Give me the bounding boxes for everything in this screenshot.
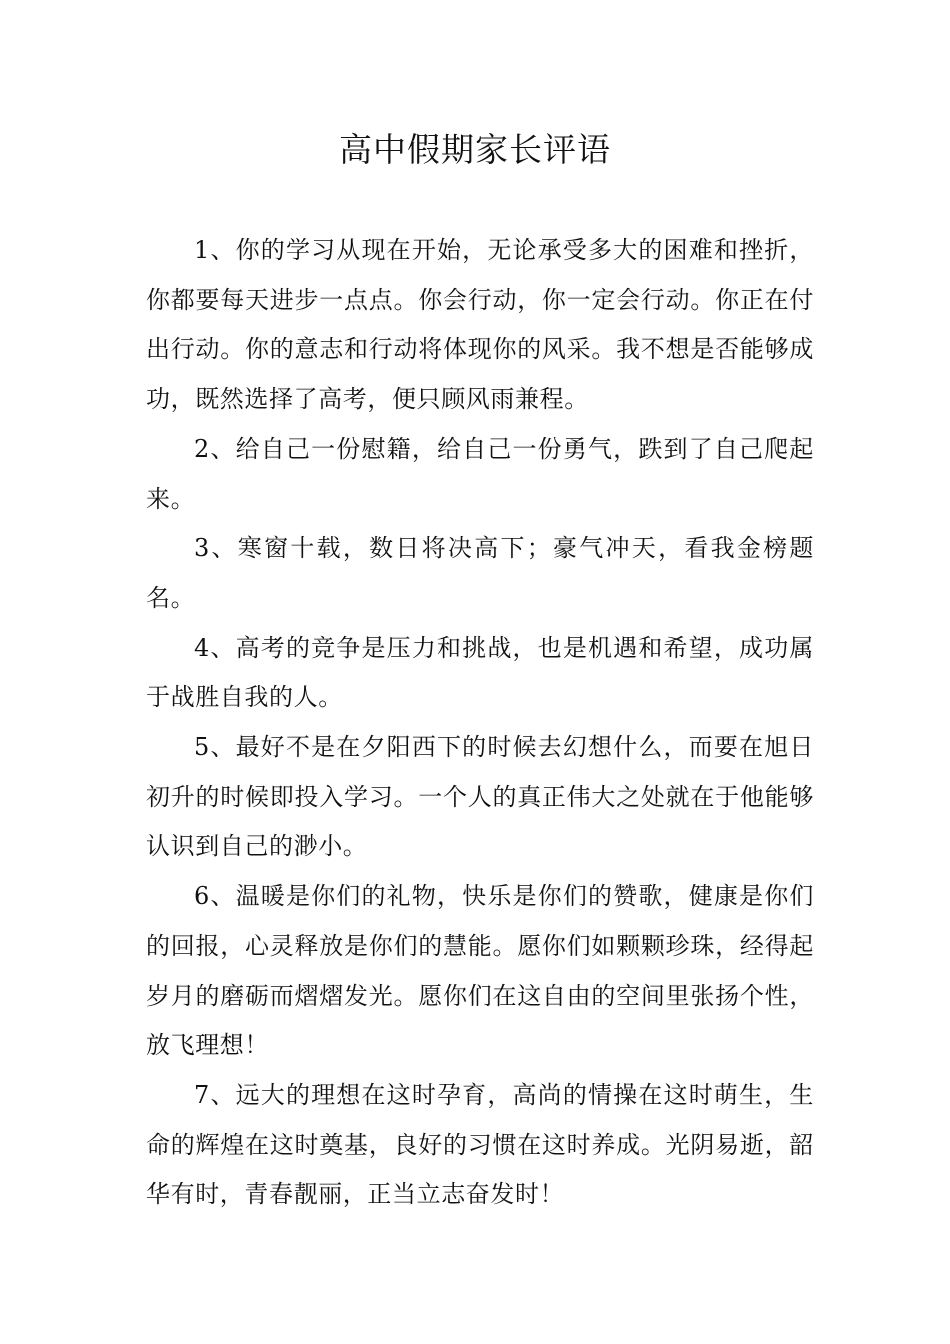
document-title: 高中假期家长评语 (339, 130, 611, 169)
paragraph-4: 4、高考的竞争是压力和挑战，也是机遇和希望，成功属于战胜自我的人。 (146, 633, 814, 712)
paragraph-6: 6、温暖是你们的礼物，快乐是你们的赞歌，健康是你们的回报，心灵释放是你们的慧能。愿你们如颗颗珍珠，经得起岁月的磨砺而熠熠发光。愿你们在这自由的空间里张扬个性，放飞理想！ (146, 882, 814, 1060)
paragraph-5: 5、最好不是在夕阳西下的时候去幻想什么，而要在旭日初升的时候即投入学习。一个人的真正伟大之处就在于他能够认识到自己的渺小。 (146, 733, 814, 861)
paragraph-7: 7、远大的理想在这时孕育，高尚的情操在这时萌生，生命的辉煌在这时奠基，良好的习惯在这时养成。光阴易逝，韶华有时，青春靓丽，正当立志奋发时！ (146, 1080, 814, 1209)
paragraph-1: 1、你的学习从现在开始，无论承受多大的困难和挫折，你都要每天进步一点点。你会行动，你一定会行动。你正在付出行动。你的意志和行动将体现你的风采。我不想是否能够成功，既然选择了高考，便只顾风雨兼程。 (146, 236, 814, 414)
paragraph-2: 2、给自己一份慰籍，给自己一份勇气，跌到了自己爬起来。 (146, 434, 814, 513)
document-body (146, 226, 814, 1220)
paragraph-3: 3、寒窗十载，数日将决高下；豪气冲天，看我金榜题名。 (146, 534, 814, 612)
